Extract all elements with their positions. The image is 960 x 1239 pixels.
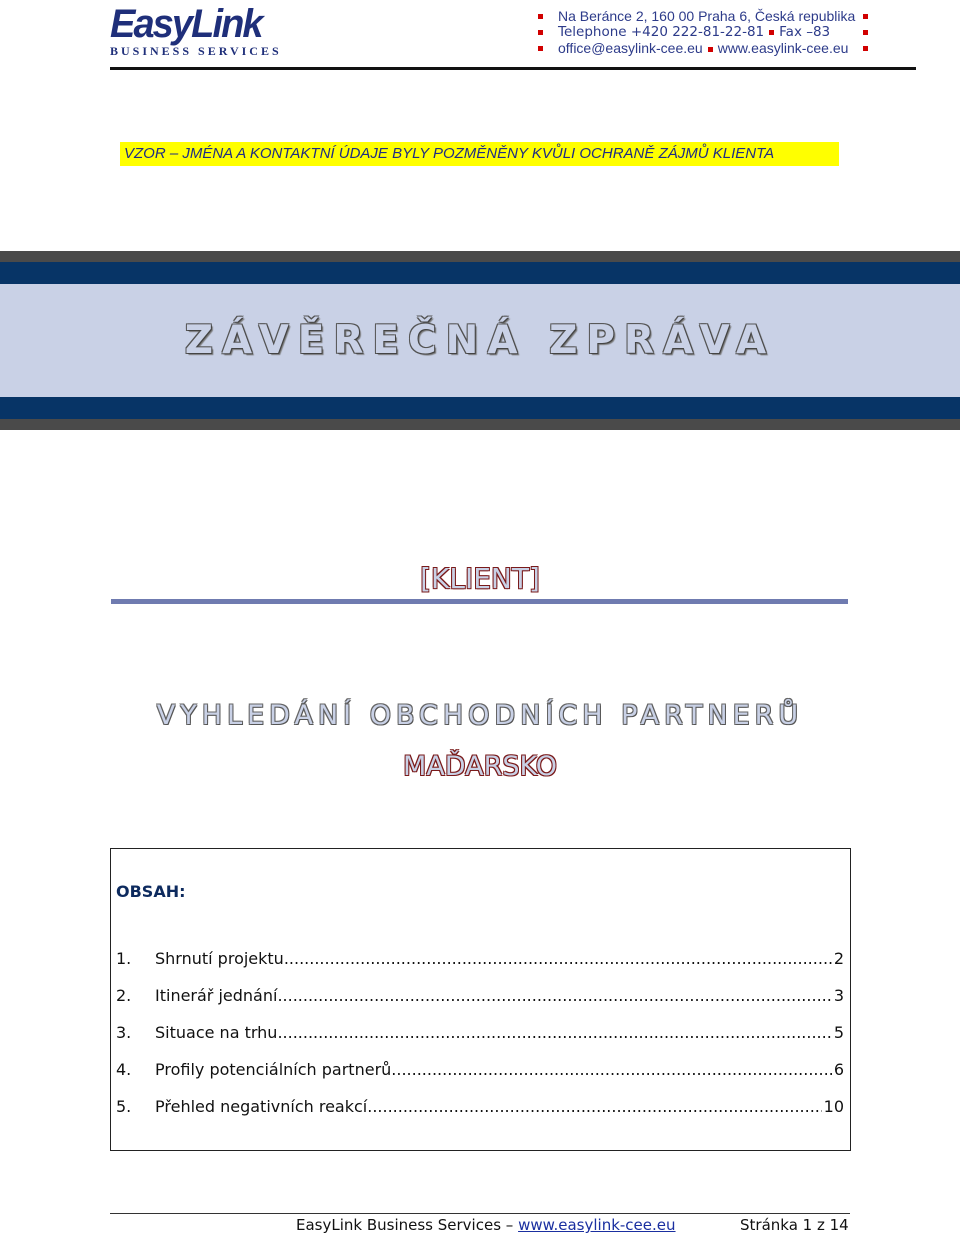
toc-item[interactable] [116,986,844,1023]
toc-leader-dots [284,949,832,969]
toc-item[interactable] [116,1023,844,1060]
toc-list [116,949,844,1134]
bullet-icon [538,14,543,19]
country-name: MAĎARSKO [403,751,557,782]
toc-item-title: Přehled negativních reakcí [155,1097,368,1116]
toc-item-page: 2 [833,949,844,968]
bullet-icon [863,14,868,19]
toc-item-number: 1. [116,949,132,968]
bullet-icon [863,30,868,35]
banner-band-top [0,262,960,284]
banner-border-top [0,251,960,262]
contact-block [538,8,868,56]
report-subtitle: VYHLEDÁNÍ OBCHODNÍCH PARTNERŮ [156,700,804,731]
banner-border-bottom [0,419,960,430]
bullet-icon [538,30,543,35]
easylink-logo [110,2,282,60]
contact-phone-line [538,24,868,40]
footer-page-number: Stránka 1 z 14 [740,1216,849,1234]
toc-item-number: 3. [116,1023,132,1042]
table-of-contents [110,848,851,1151]
toc-item[interactable] [116,1097,844,1134]
disclaimer-banner: VZOR – JMÉNA A KONTAKTNÍ ÚDAJE BYLY POZMĚNĚNY KVŮLI OCHRANĚ ZÁJMŮ KLIENTA [120,142,839,166]
contact-phone: Telephone +420 222-81-22-81 [558,24,765,40]
toc-item-page: 5 [833,1023,844,1042]
bullet-icon [863,46,868,51]
page-footer [296,1216,856,1234]
logo-subtitle: BUSINESS SERVICES [110,44,282,58]
toc-item[interactable] [116,949,844,986]
contact-website[interactable]: www.easylink-cee.eu [717,40,849,56]
footer-website-link[interactable]: www.easylink-cee.eu [518,1216,676,1234]
toc-item-page: 10 [823,1097,844,1116]
bullet-icon [538,46,543,51]
contact-fax: Fax –83 [779,24,831,40]
toc-leader-dots [277,1023,831,1043]
client-underline [111,599,848,604]
toc-item-page: 6 [833,1060,844,1079]
report-title: ZÁVĚREČNÁ ZPRÁVA [184,318,776,363]
logo-wordmark: EasyLink [110,2,262,46]
bullet-icon [769,30,774,35]
toc-item[interactable] [116,1060,844,1097]
toc-item-number: 4. [116,1060,132,1079]
contact-email[interactable]: office@easylink-cee.eu [558,40,703,56]
contact-web-line [538,40,868,56]
contact-address: Na Beránce 2, 160 00 Praha 6, Česká republika [558,8,856,24]
header-divider [110,67,916,70]
toc-leader-dots [277,986,831,1006]
client-name: [KLIENT] [420,562,540,595]
footer-company: EasyLink Business Services – [296,1216,514,1234]
toc-item-page: 3 [833,986,844,1005]
bullet-icon [708,47,713,52]
toc-item-number: 2. [116,986,132,1005]
toc-item-title: Situace na trhu [155,1023,278,1042]
toc-leader-dots [391,1060,832,1080]
toc-item-number: 5. [116,1097,132,1116]
footer-divider [110,1213,850,1214]
toc-item-title: Profily potenciálních partnerů [155,1060,392,1079]
contact-address-line [538,8,868,24]
toc-heading: OBSAH: [116,882,186,901]
toc-item-title: Shrnutí projektu [155,949,284,968]
toc-leader-dots [367,1097,821,1117]
banner-band-bottom [0,397,960,419]
toc-item-title: Itinerář jednání [155,986,278,1005]
